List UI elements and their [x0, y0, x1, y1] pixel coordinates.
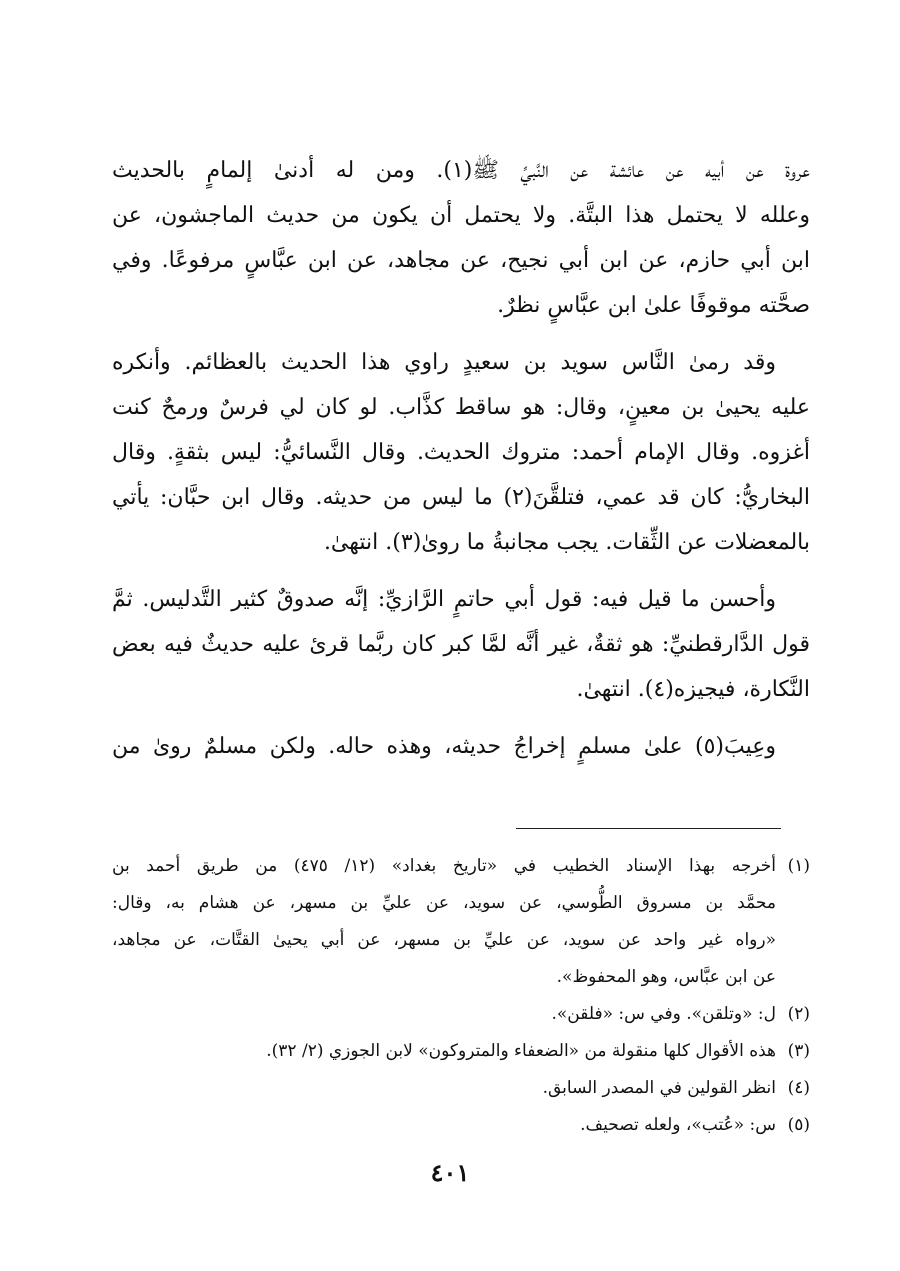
footnote-5 — [112, 1107, 810, 1144]
text-line: عليه يحيىٰ بن معينٍ، وقال: هو ساقط كذَّاب. لو كان لي فرسٌ ورمحٌ كنت — [112, 395, 810, 420]
text-line: ابن أبي حازم، عن ابن أبي نجيح، عن مجاهد، عن ابن عبَّاسٍ مرفوعًا. وفي — [112, 248, 810, 273]
footnote-line: س: «عُتب»، ولعله تصحيف. — [580, 1115, 776, 1135]
footnote-line: ل: «وتلقن». وفي س: «فلقن». — [551, 1004, 776, 1024]
footnote-line: محمَّد بن مسروق الطُّوسي، عن سويد، عن عليِّ بن مسهر، عن هشام به، وقال: — [112, 893, 776, 913]
text-line: وعِيبَ(٥) علىٰ مسلمٍ إخراجُ حديثه، وهذه حاله. ولكن مسلمٌ روىٰ من — [112, 734, 776, 759]
paragraph-3 — [112, 577, 810, 712]
text-line: النَّكارة، فيجيزه(٤). انتهىٰ. — [576, 677, 810, 702]
main-text — [112, 148, 810, 781]
footnote-line: عن ابن عبَّاس، وهو المحفوظ». — [556, 967, 776, 987]
footnote-text — [112, 848, 776, 996]
footnote-1 — [112, 848, 810, 996]
footnote-separator — [516, 828, 781, 829]
paragraph-1 — [112, 148, 810, 328]
paragraph-2 — [112, 340, 810, 565]
footnote-line: انظر القولين في المصدر السابق. — [542, 1078, 776, 1098]
footnote-number: (٢) — [787, 1004, 810, 1024]
text-line: وقد رمىٰ النَّاس سويد بن سعيدٍ راوي هذا الحديث بالعظائم. وأنكره — [112, 350, 776, 375]
footnote-text — [112, 996, 776, 1033]
footnote-3 — [112, 1033, 810, 1070]
text-line: وعلله لا يحتمل هذا البتَّة. ولا يحتمل أن يكون من حديث الماجشون، عن — [112, 203, 810, 228]
paragraph-4 — [112, 724, 810, 769]
text-line: البخاريُّ: كان قد عمي، فتلقَّنَ(٢) ما ليس من حديثه. وقال ابن حبَّان: يأتي — [112, 485, 810, 510]
footnote-number: (٣) — [787, 1041, 810, 1061]
text-line: عروة عن أبيه عن عائشة عن النَّبيِّ ﷺ(١). ومن له أدنىٰ إلمامٍ بالحديث — [112, 158, 810, 183]
footnote-4 — [112, 1070, 810, 1107]
footnote-number: (٤) — [787, 1078, 810, 1098]
text-line: صحَّته موقوفًا علىٰ ابن عبَّاسٍ نظرٌ. — [497, 293, 810, 318]
footnote-line: «رواه غير واحد عن سويد، عن عليِّ بن مسهر، عن أبي يحيىٰ القتَّات، عن مجاهد، — [112, 930, 776, 950]
footnote-text — [112, 1033, 776, 1070]
footnote-line: أخرجه بهذا الإسناد الخطيب في «تاريخ بغداد» (١٢/ ٤٧٥) من طريق أحمد بن — [112, 856, 776, 876]
footnote-2 — [112, 996, 810, 1033]
page-number: ٤٠١ — [430, 1158, 470, 1187]
footnote-text — [112, 1070, 776, 1107]
text-line: بالمعضلات عن الثِّقات. يجب مجانبةُ ما روىٰ(٣). انتهىٰ. — [323, 530, 810, 555]
footnotes — [112, 848, 810, 1144]
footnote-text — [112, 1107, 776, 1144]
text-line: وأحسن ما قيل فيه: قول أبي حاتمٍ الرَّازيِّ: إنَّه صدوقٌ كثير التَّدليس. ثمَّ — [112, 587, 776, 612]
footnote-number: (١) — [787, 856, 810, 876]
text-line: قول الدَّارقطنيِّ: هو ثقةٌ، غير أنَّه لمَّا كبر كان ربَّما قرئ عليه حديثٌ فيه بعض — [112, 632, 810, 657]
text-line: أغزوه. وقال الإمام أحمد: متروك الحديث. وقال النَّسائيُّ: ليس بثقةٍ. وقال — [112, 440, 810, 465]
footnote-number: (٥) — [787, 1115, 810, 1135]
footnote-line: هذه الأقوال كلها منقولة من «الضعفاء والمتروكون» لابن الجوزي (٢/ ٣٢). — [266, 1041, 776, 1061]
